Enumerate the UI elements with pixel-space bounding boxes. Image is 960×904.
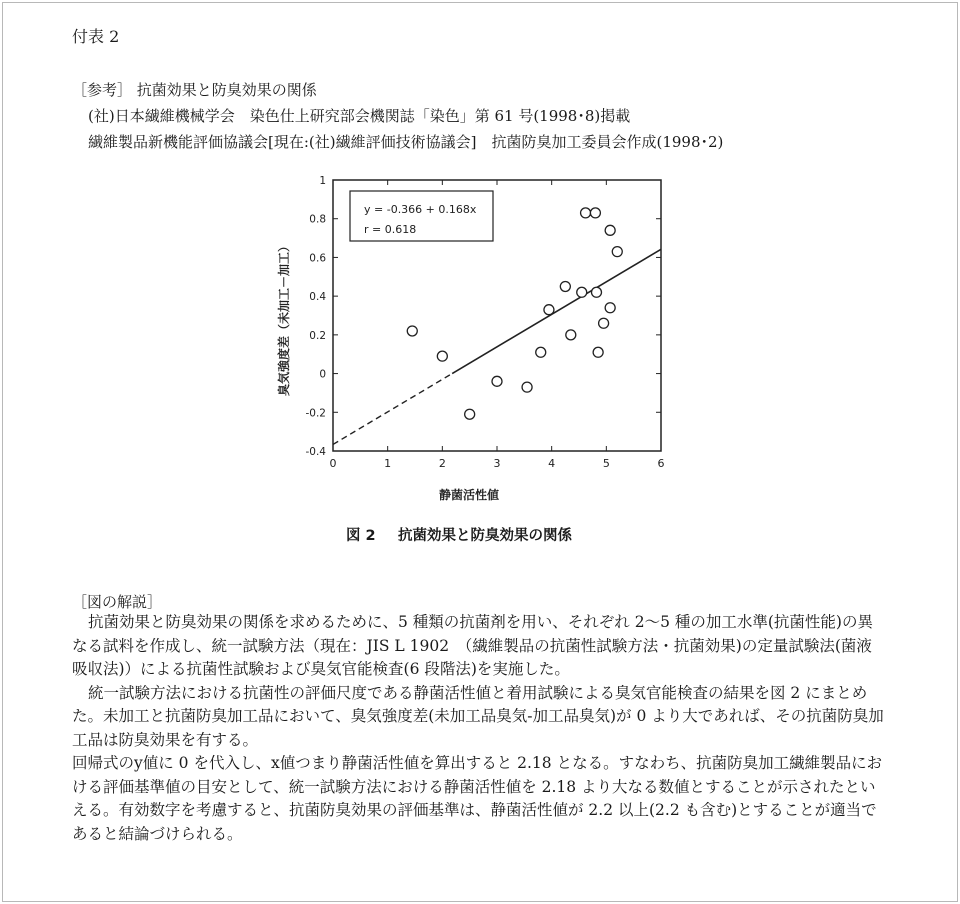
data-point xyxy=(591,287,601,297)
data-point xyxy=(612,247,622,257)
paragraph-2: 統一試験方法における抗菌性の評価尺度である静菌活性値と着用試験による臭気官能検査の結果を図 2 にまとめた。未加工と抗菌防臭加工品において、臭気強度差(未加工品臭気-加工品臭気)が 0 より大であれば、その抗菌防臭加工品は防臭効果を有する。 xyxy=(72,683,884,749)
data-point xyxy=(577,287,587,297)
regression-line-extrapolated xyxy=(333,374,452,445)
data-point xyxy=(560,281,570,291)
data-point xyxy=(599,318,609,328)
paragraph-3: 回帰式のy値に 0 を代入し、x値つまり静菌活性値を算出すると 2.18 となる。すなわち、抗菌防臭加工繊維製品における評価基準値の目安として、統一試験方法における静菌活性値を 2.18 より大なる数値とすることが示されたといえる。有効数字を考慮すると、抗菌防臭効果の評価基準は、静菌活性値が 2.2 以上(2.2 も含む)とすることが適当であると結論づけられる。 xyxy=(72,754,883,843)
data-point xyxy=(581,208,591,218)
x-tick-label: 5 xyxy=(602,457,610,470)
data-point xyxy=(566,330,576,340)
data-point xyxy=(536,347,546,357)
section-title: ［図の解説］ xyxy=(72,593,163,611)
regression-equation: y = -0.366 + 0.168x xyxy=(364,203,477,216)
x-tick-label: 1 xyxy=(384,457,392,470)
data-point xyxy=(590,208,600,218)
body-text xyxy=(72,611,884,846)
data-point xyxy=(522,382,532,392)
x-tick-label: 4 xyxy=(548,457,556,470)
figure-title: 抗菌効果と防臭効果の関係 xyxy=(398,528,572,544)
regression-line xyxy=(452,249,661,373)
data-point xyxy=(593,347,603,357)
x-tick-label: 6 xyxy=(657,457,665,470)
y-tick-label: 1 xyxy=(319,175,326,187)
paragraph-1: 抗菌効果と防臭効果の関係を求めるために、5 種類の抗菌剤を用い、それぞれ 2～5 種の加工水準(抗菌性能)の異なる試料を作成し、統一試験方法（現在：JIS L 1902 （繊維製品の抗菌性試験方法・抗菌効果)の定量試験法(菌液吸収法)）による抗菌性試験および臭気官能検査(6 段階法)を実施した。 xyxy=(72,613,873,678)
y-tick-label: 0 xyxy=(319,368,326,381)
x-axis-label: 静菌活性値 xyxy=(438,488,500,502)
y-tick-label: -0.2 xyxy=(305,407,326,420)
source-line-1: (社)日本繊維機械学会 染色仕上研究部会機関誌「染色」第 61 号(1998･8)掲載 xyxy=(88,107,631,125)
x-tick-label: 2 xyxy=(438,457,446,470)
y-tick-label: 0.6 xyxy=(309,252,326,265)
x-tick-label: 0 xyxy=(329,457,337,470)
appendix-label: 付表 2 xyxy=(72,27,120,46)
figure-number: 図 2 xyxy=(346,528,376,544)
source-line-2: 繊維製品新機能評価協議会[現在:(社)繊維評価技術協議会] 抗菌防臭加工委員会作成(1998･2) xyxy=(88,133,724,151)
data-point xyxy=(605,225,615,235)
data-point xyxy=(465,409,475,419)
reference-title: ［参考］ 抗菌効果と防臭効果の関係 xyxy=(72,81,317,99)
data-point xyxy=(407,326,417,336)
y-tick-label: 0.8 xyxy=(309,213,326,226)
y-tick-label: -0.4 xyxy=(305,446,326,458)
y-tick-label: 0.2 xyxy=(309,329,326,342)
data-point xyxy=(437,351,447,361)
data-point xyxy=(544,305,554,315)
data-point xyxy=(605,303,615,313)
y-axis-label: 臭気強度差（未加工－加工） xyxy=(277,239,291,397)
y-tick-label: 0.4 xyxy=(309,291,326,304)
x-tick-label: 3 xyxy=(493,457,501,470)
data-point xyxy=(492,376,502,386)
correlation-coefficient: r = 0.618 xyxy=(364,223,417,236)
